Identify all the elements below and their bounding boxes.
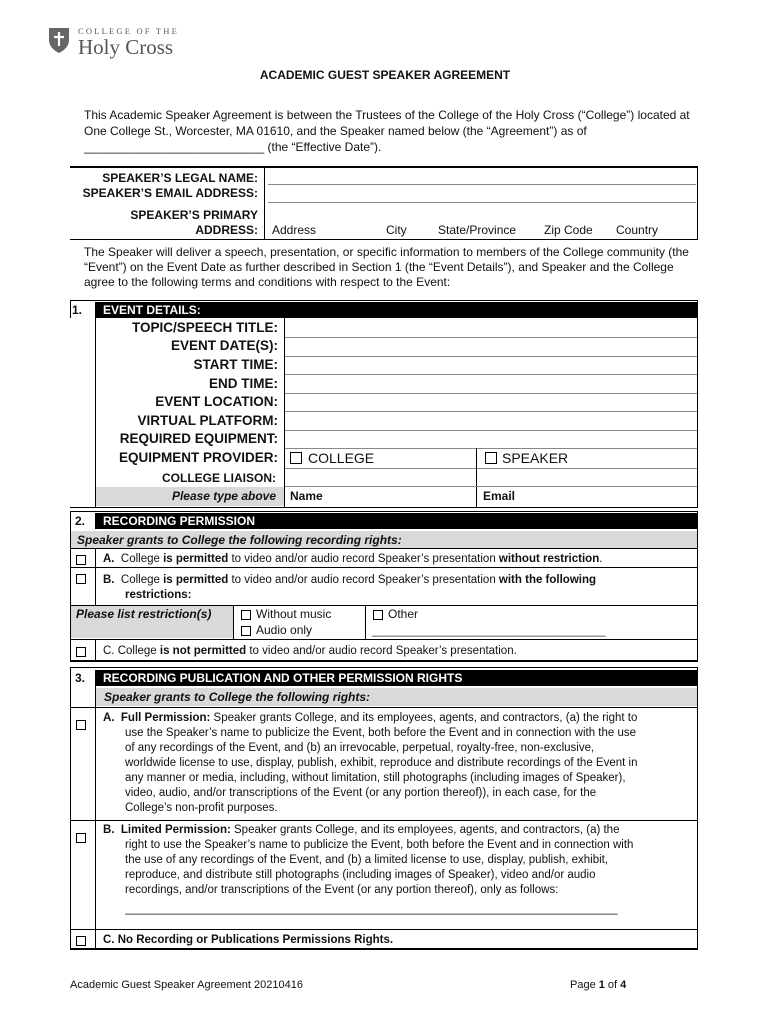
recording-option-b xyxy=(103,573,596,588)
field-event-dates-label: EVENT DATE(S): xyxy=(171,338,278,353)
divider xyxy=(268,202,696,203)
field-required-equipment-label: REQUIRED EQUIPMENT: xyxy=(119,431,278,446)
divider xyxy=(233,606,234,639)
provider-college-label: COLLEGE xyxy=(308,450,375,466)
other-restriction-line[interactable]: ___________________________________ xyxy=(372,623,606,637)
option-without-music: Without music xyxy=(256,607,332,621)
option-text: C. College xyxy=(103,645,160,657)
checkbox-provider-college[interactable] xyxy=(290,452,302,464)
full-permission-line xyxy=(103,711,637,726)
option-letter: B. xyxy=(103,824,115,836)
page-current: 1 xyxy=(598,979,605,991)
restrictions-label: Please list restriction(s) xyxy=(76,607,212,621)
speaker-email-label: SPEAKER’S EMAIL ADDRESS: xyxy=(82,186,258,200)
divider xyxy=(285,393,697,394)
page-separator: of xyxy=(604,979,621,991)
speaker-address-label-2: ADDRESS: xyxy=(195,223,258,237)
checkbox-recording-b[interactable] xyxy=(76,574,86,584)
divider xyxy=(70,660,698,662)
option-letter: A. xyxy=(103,712,115,724)
divider xyxy=(285,448,697,449)
option-letter: A. xyxy=(103,553,115,565)
section-1-number: 1. xyxy=(72,303,83,317)
limited-permission-line: reproduce, and distribute still photographs (including images of Speaker), video and/or audio xyxy=(125,869,596,881)
limited-permission-line xyxy=(103,823,619,838)
option-text: to video and/or audio record Speaker’s presentation xyxy=(228,553,499,565)
checkbox-other[interactable] xyxy=(373,610,383,620)
divider xyxy=(70,820,698,821)
option-text: . xyxy=(599,553,603,565)
option-text: Speaker grants College, and its employees, agents, and contractors, (a) the right to xyxy=(210,712,638,724)
checkbox-recording-c[interactable] xyxy=(76,647,86,657)
section-3-header: RECORDING PUBLICATION AND OTHER PERMISSION RIGHTS xyxy=(95,670,698,686)
divider xyxy=(70,239,698,240)
divider xyxy=(95,640,96,661)
option-text: Speaker grants College, and its employees, agents, and contractors, (a) the xyxy=(230,824,620,836)
divider xyxy=(285,374,697,375)
section-2-subtitle: Speaker grants to College the following recording rights: xyxy=(77,533,402,547)
checkbox-no-recording[interactable] xyxy=(76,936,86,946)
divider xyxy=(70,667,71,950)
checkbox-without-music[interactable] xyxy=(241,610,251,620)
divider xyxy=(285,468,697,469)
full-permission-line: College’s non-profit purposes. xyxy=(125,802,278,814)
option-emphasis: with the following xyxy=(498,574,597,586)
divider xyxy=(70,548,698,549)
liaison-email-label: Email xyxy=(483,489,516,503)
option-text: College xyxy=(120,574,164,586)
divider xyxy=(697,300,698,508)
limited-permission-line: the use of any recordings of the Event, and (b) a limited license to use, display, publish, exhibit, xyxy=(125,854,609,866)
document-title: ACADEMIC GUEST SPEAKER AGREEMENT xyxy=(259,68,511,82)
section-1-header: EVENT DETAILS: xyxy=(95,302,698,318)
divider xyxy=(70,707,698,708)
speaker-address-label: SPEAKER’S PRIMARY xyxy=(130,208,258,222)
option-emphasis: without restriction xyxy=(498,553,600,565)
limited-permission-fill-line[interactable]: _____________________________________________________________________________ xyxy=(125,903,618,915)
checkbox-provider-speaker[interactable] xyxy=(485,452,497,464)
field-virtual-platform-label: VIRTUAL PLATFORM: xyxy=(137,413,278,428)
option-text: to video and/or audio record Speaker’s presentation xyxy=(228,574,499,586)
divider xyxy=(70,511,698,512)
option-text: College xyxy=(120,553,164,565)
divider xyxy=(70,300,698,301)
intro-paragraph: This Academic Speaker Agreement is between the Trustees of the College of the Holy Cross (“College”) located at One College St., Worcester, MA 01610, and the Speaker named below (the “Agreement”) as of ___________________________ (the “Effective Date”). xyxy=(84,108,690,154)
section-3-subtitle: Speaker grants to College the following rights: xyxy=(104,690,371,704)
field-event-location-label: EVENT LOCATION: xyxy=(155,394,278,409)
option-emphasis: is permitted xyxy=(163,574,229,586)
divider xyxy=(285,356,697,357)
option-b-restrictions: restrictions: xyxy=(125,589,192,601)
liaison-hint: Please type above xyxy=(171,489,276,503)
option-other: Other xyxy=(388,607,419,621)
full-permission-line: any manner or media, including, without limitation, still photographs (including images of Speaker), xyxy=(125,772,626,784)
divider xyxy=(95,548,96,606)
page-total: 4 xyxy=(620,979,627,991)
event-intro-paragraph: The Speaker will deliver a speech, presentation, or specific information to members of the College community (the “Event”) on the Event Date as further described in Section 1 (the “Event Details”), and Speaker and the College agree to the following terms and conditions with respect to the Event: xyxy=(84,245,689,289)
divider xyxy=(70,948,698,950)
option-letter: B. xyxy=(103,574,115,586)
checkbox-full-permission[interactable] xyxy=(76,720,86,730)
field-topic-label: TOPIC/SPEECH TITLE: xyxy=(131,320,278,335)
speaker-legal-name-label: SPEAKER’S LEGAL NAME: xyxy=(102,171,258,185)
address-part-country: Country xyxy=(616,223,659,237)
divider xyxy=(284,318,285,508)
divider xyxy=(285,411,697,412)
divider xyxy=(70,567,698,568)
checkbox-recording-a[interactable] xyxy=(76,555,86,565)
logo-wordmark: Holy Cross xyxy=(78,35,174,59)
field-start-time-label: START TIME: xyxy=(193,357,278,372)
divider xyxy=(268,184,696,185)
section-3-number: 3. xyxy=(75,671,86,685)
liaison-hint-box xyxy=(96,487,284,506)
section-2-number: 2. xyxy=(75,514,86,528)
address-part-city: City xyxy=(386,223,407,237)
divider xyxy=(70,300,71,318)
divider xyxy=(476,448,477,508)
divider xyxy=(70,166,698,168)
divider xyxy=(697,667,698,950)
full-permission-line: worldwide license to use, display, publish, exhibit, reproduce and distribute recordings of the Event in xyxy=(125,757,638,769)
address-part-address: Address xyxy=(272,223,317,237)
logo-top-line: COLLEGE OF THE xyxy=(78,26,179,36)
field-end-time-label: END TIME: xyxy=(209,376,278,391)
option-emphasis: is not permitted xyxy=(159,645,247,657)
footer-page-number xyxy=(570,979,626,991)
divider xyxy=(70,929,698,930)
divider xyxy=(70,639,698,640)
option-heading: Limited Permission: xyxy=(120,824,231,836)
section-2-subtitle-box xyxy=(71,531,697,548)
address-part-state: State/Province xyxy=(438,223,517,237)
section-3-subtitle-box xyxy=(96,688,697,706)
page-prefix: Page xyxy=(570,979,599,991)
option-emphasis: is permitted xyxy=(163,553,229,565)
option-text: to video and/or audio record Speaker’s presentation. xyxy=(246,645,517,657)
checkbox-audio-only[interactable] xyxy=(241,626,251,636)
restrictions-label-box xyxy=(71,606,233,638)
checkbox-limited-permission[interactable] xyxy=(76,833,86,843)
full-permission-line: use the Speaker’s name to publicize the Event, both before the Event and in connection with the use xyxy=(125,727,637,739)
liaison-name-label: Name xyxy=(290,489,323,503)
divider xyxy=(264,168,265,240)
divider xyxy=(285,486,697,487)
footer-document-id: Academic Guest Speaker Agreement 20210416 xyxy=(70,979,303,991)
divider xyxy=(285,430,697,431)
college-shield-logo-icon xyxy=(48,26,70,54)
address-part-zip: Zip Code xyxy=(544,223,593,237)
no-recording-option: C. No Recording or Publications Permissions Rights. xyxy=(103,934,394,946)
provider-speaker-label: SPEAKER xyxy=(502,450,569,466)
limited-permission-line: right to use the Speaker’s name to publicize the Event, both before the Event and in connection with xyxy=(125,839,634,851)
full-permission-line: of any recordings of the Event, and (b) an irrevocable, perpetual, royalty-free, non-exclusive, xyxy=(125,742,595,754)
full-permission-line: video, audio, and/or transcriptions of the Event (or any portion thereof)), in each case, for the xyxy=(125,787,597,799)
recording-option-c xyxy=(103,644,517,659)
divider xyxy=(70,507,698,508)
divider xyxy=(70,667,698,668)
option-audio-only: Audio only xyxy=(256,623,313,637)
limited-permission-line: recordings, and/or transcriptions of the Event (or any portion thereof), only as follows: xyxy=(125,884,559,896)
divider xyxy=(95,930,96,950)
divider xyxy=(95,686,96,930)
college-liaison-label: COLLEGE LIAISON: xyxy=(162,471,276,485)
option-heading: Full Permission: xyxy=(120,712,211,724)
divider xyxy=(285,337,697,338)
divider xyxy=(365,606,366,639)
divider xyxy=(697,168,698,240)
recording-option-a xyxy=(103,552,602,567)
field-equipment-provider-label: EQUIPMENT PROVIDER: xyxy=(118,450,278,465)
section-2-header: RECORDING PERMISSION xyxy=(95,513,698,529)
